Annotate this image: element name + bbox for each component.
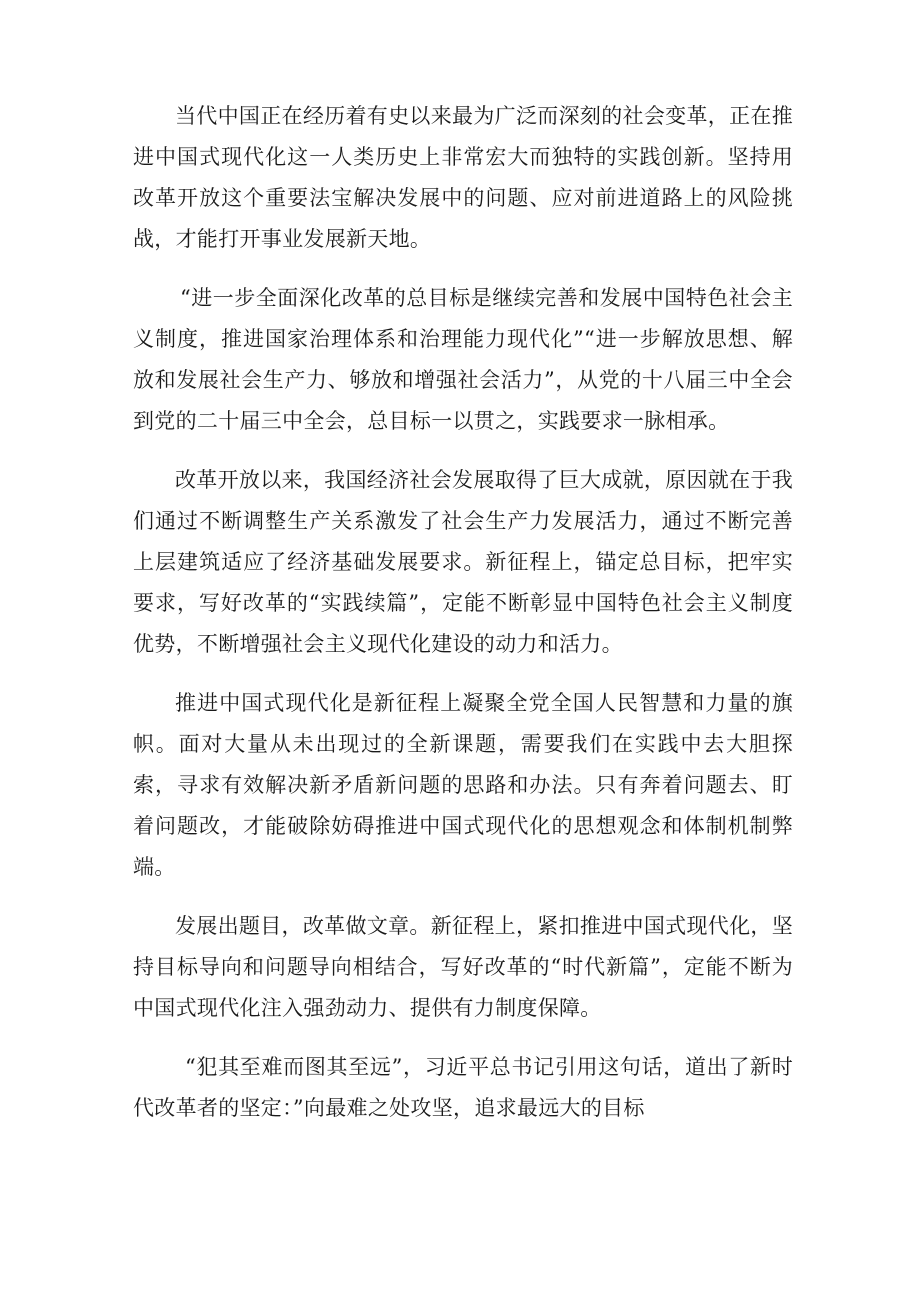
document-body	[133, 96, 793, 1147]
paragraph-3: 改革开放以来，我国经济社会发展取得了巨大成就，原因就在于我们通过不断调整生产关系激发了社会生产力发展活力，通过不断完善上层建筑适应了经济基础发展要求。新征程上，锚定总目标，把牢实要求，写好改革的“实践续篇”，定能不断彰显中国特色社会主义制度优势，不断增强社会主义现代化建设的动力和活力。	[133, 468, 793, 656]
paragraph-5: 发展出题目，改革做文章。新征程上，紧扣推进中国式现代化，坚持目标导向和问题导向相结合，写好改革的“时代新篇”，定能不断为中国式现代化注入强劲动力、提供有力制度保障。	[133, 914, 793, 1020]
paragraph-2: “进一步全面深化改革的总目标是继续完善和发展中国特色社会主义制度，推进国家治理体系和治理能力现代化”“进一步解放思想、解放和发展社会生产力、够放和增强社会活力”，从党的十八届三中全会到党的二十届三中全会，总目标一以贯之，实践要求一脉相承。	[133, 286, 793, 433]
paragraph-1: 当代中国正在经历着有史以来最为广泛而深刻的社会变革，正在推进中国式现代化这一人类历史上非常宏大而独特的实践创新。坚持用改革开放这个重要法宝解决发展中的问题、应对前进道路上的风险挑战，才能打开事业发展新天地。	[133, 104, 793, 251]
paragraph-6: “犯其至难而图其至远”，习近平总书记引用这句话，道出了新时代改革者的坚定：”向最难之处攻坚，追求最远大的目标	[133, 1055, 793, 1120]
paragraph-4: 推进中国式现代化是新征程上凝聚全党全国人民智慧和力量的旗帜。面对大量从未出现过的全新课题，需要我们在实践中去大胆探索，寻求有效解决新矛盾新问题的思路和办法。只有奔着问题去、盯着问题改，才能破除妨碍推进中国式现代化的思想观念和体制机制弊端。	[133, 691, 793, 879]
